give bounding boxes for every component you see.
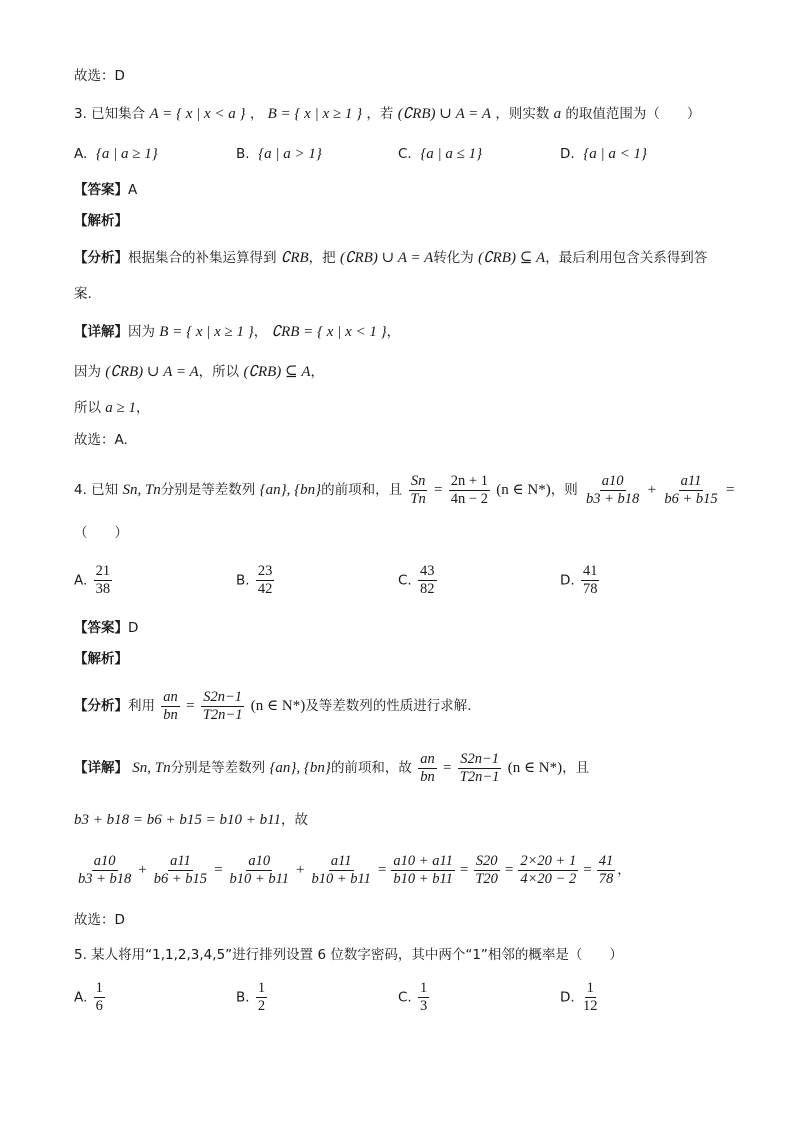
q4-option-b-den: 42 (257, 581, 273, 597)
q4-fenxi-b: 及等差数列的性质进行求解. (305, 698, 472, 714)
chain-fraction-num: a10 (248, 852, 271, 869)
q5-option-b-frac (256, 980, 267, 1015)
q3-xj1-m2: ∁RB = { x | x < 1 } (271, 324, 387, 340)
q4-option-a-den: 38 (95, 581, 111, 597)
chain-op: + (296, 862, 305, 878)
q4-answer-value: D (128, 620, 139, 636)
q3-xj2-a: 因为 (74, 364, 101, 380)
q3-text-b: ，若 (366, 106, 394, 122)
q3-text-d: 的取值范围为（ ） (565, 106, 701, 122)
chain-fraction-num: a10 (93, 852, 116, 869)
q5-option-a-label: A. (74, 989, 88, 1006)
chain-fraction (473, 853, 500, 888)
q4-option-b (236, 563, 276, 598)
q5-option-a-den: 6 (95, 998, 103, 1014)
q3-fenxi-tag: 【分析】 (74, 250, 128, 266)
q5-stem: 5. 某人将用“1,1,2,3,4,5”进行排列设置 6 位数字密码，其中两个“1”相邻的概率是（ ） (74, 947, 623, 963)
chain-fraction (76, 853, 133, 888)
q4-fenxi-frac2 (201, 689, 245, 724)
q4-fenxi (74, 686, 472, 726)
q5-option-c-den: 3 (420, 998, 428, 1014)
prev-answer: 故选：D (74, 68, 125, 84)
q4-option-c-num: 43 (420, 563, 435, 579)
q3-stem (74, 104, 700, 124)
q4-option-b-frac (256, 563, 275, 598)
chain-op: = (214, 862, 223, 878)
q3-option-c-value: {a | a ≤ 1} (420, 146, 483, 162)
q3-xiangjie-1 (74, 322, 400, 342)
q4-fenxi-cond: (n ∈ N*) (250, 698, 306, 714)
chain-op: = (504, 862, 514, 878)
q4-analysis-tag: 【解析】 (74, 651, 128, 667)
q4-option-d-den: 78 (582, 581, 598, 597)
chain-fraction-den: 78 (598, 870, 614, 887)
chain-fraction (391, 853, 454, 888)
q3-xj2-m1: (∁RB) ∪ A = A (105, 364, 199, 380)
q5-option-d-frac (581, 980, 600, 1015)
q3-fenxi-m3: (∁RB) ⊆ A (478, 250, 546, 266)
q3-xiangjie-3 (74, 398, 150, 418)
q3-set-b: B = { x | x ≥ 1 } (267, 106, 363, 122)
q3-answer-tag: 【答案】 (74, 182, 128, 198)
q4-fenxi-frac1-den: bn (163, 706, 178, 723)
q5-option-a-frac (94, 980, 105, 1015)
q3-option-b (236, 144, 322, 164)
q3-fenxi (74, 248, 707, 268)
q5-option-d-num: 1 (586, 980, 594, 996)
q3-xj2-b: ，所以 (198, 364, 240, 380)
q4-xiangjie-1 (74, 748, 589, 788)
q3-fenxi-d: ，最后利用包含关系得到答 (545, 250, 708, 266)
q3-xiangjie-2 (74, 362, 324, 382)
q3-fenxi-b: ，把 (308, 250, 336, 266)
q4-answer-tag: 【答案】 (74, 620, 128, 636)
q5-option-d-den: 12 (582, 998, 598, 1014)
q3-xj1-b: ， (253, 324, 268, 340)
chain-fraction-num: 41 (598, 852, 614, 869)
q4-xj2-m: b3 + b18 = b6 + b15 = b10 + b11 (74, 812, 281, 828)
q3-xiangjie-tag: 【详解】 (74, 324, 128, 340)
q4-option-a (74, 563, 114, 598)
q3-xj1-c: ， (386, 324, 401, 340)
q4-frac-a10 (584, 473, 641, 508)
chain-fraction-num: a11 (330, 852, 352, 869)
q5-option-b-num: 1 (257, 980, 266, 996)
q3-set-a: A = { x | x < a } (149, 106, 246, 122)
q3-xj3-b: ， (136, 400, 150, 416)
chain-fraction (228, 853, 291, 888)
q3-sep: ， (249, 106, 264, 122)
chain-op: = (583, 862, 592, 878)
q4-text-d: ，则 (550, 482, 578, 498)
q3-xj1-a: 因为 (128, 324, 155, 340)
q4-xj1-frac1 (418, 751, 437, 786)
q4-frac-a10-num: a10 (601, 472, 624, 489)
q4-xj1-m2: {an}, {bn} (269, 760, 331, 776)
q3-xj3-m: a ≥ 1 (105, 400, 137, 416)
q4-xj1-frac2-den: T2n−1 (459, 768, 500, 785)
q3-expr: (∁RB) ∪ A = A (397, 106, 492, 122)
q5-option-c-num: 1 (420, 980, 428, 996)
q4-answer (74, 618, 138, 638)
q3-final: 故选：A. (74, 432, 128, 448)
q4-option-a-frac (94, 563, 113, 598)
chain-op: = (377, 862, 387, 878)
chain-fraction-num: a10 + a11 (393, 852, 453, 869)
q4-option-d (560, 563, 601, 598)
q3-option-c (398, 144, 482, 164)
q4-final: 故选：D (74, 912, 125, 928)
q3-answer (74, 180, 137, 200)
q3-xj1-m1: B = { x | x ≥ 1 } (159, 324, 254, 340)
q4-xj2-a: ，故 (281, 812, 308, 828)
q3-text-c: ，则实数 (495, 106, 550, 122)
q4-frac-a11-den: b6 + b15 (664, 490, 718, 507)
q3-option-a-label: A. (74, 146, 88, 162)
q4-option-d-num: 41 (582, 563, 598, 579)
q4-xj1-c: ，且 (562, 760, 590, 776)
q4-plus: + (647, 482, 657, 498)
chain-fraction-den: T20 (475, 870, 498, 887)
q4-option-b-label: B. (236, 572, 250, 589)
q4-stem (74, 470, 734, 510)
q4-text-b: 分别是等差数列 (160, 482, 256, 498)
q3-option-a (74, 144, 158, 164)
q3-answer-value: A (128, 182, 138, 198)
q4-fenxi-frac1-num: an (163, 688, 178, 705)
q4-xiangjie-tag: 【详解】 (74, 760, 128, 776)
q4-option-a-label: A. (74, 572, 88, 589)
q3-fenxi-c: 转化为 (433, 250, 474, 266)
chain-fraction-den: b3 + b18 (78, 870, 132, 887)
q4-paren: （ ） (74, 525, 128, 541)
q4-option-c-frac (418, 563, 437, 598)
q4-fenxi-frac2-den: T2n−1 (202, 706, 243, 723)
q4-eq1: = (434, 482, 443, 498)
chain-fraction (518, 853, 578, 888)
chain-fraction-num: 2×20 + 1 (520, 852, 577, 869)
q3-analysis-tag: 【解析】 (74, 213, 128, 229)
chain-fraction-den: b6 + b15 (153, 870, 208, 887)
q5-option-b-den: 2 (257, 998, 266, 1014)
q3-option-a-value: {a | a ≥ 1} (95, 146, 158, 162)
q4-frac-a11-num: a11 (680, 472, 702, 489)
q4-option-d-label: D. (560, 572, 575, 589)
chain-fraction-num: S20 (475, 852, 498, 869)
q5-option-c (398, 980, 431, 1015)
q4-option-c (398, 563, 439, 598)
q4-text-a: 4. 已知 (74, 482, 119, 498)
q5-option-b (236, 980, 269, 1015)
q3-option-d (560, 144, 647, 164)
q4-fenxi-frac1 (161, 689, 180, 724)
q4-xj1-frac2 (458, 751, 502, 786)
q4-fenxi-tag: 【分析】 (74, 698, 128, 714)
q4-xj1-m1: Sn, Tn (132, 760, 171, 776)
q4-xj1-frac2-num: S2n−1 (460, 750, 499, 767)
q4-xiangjie-2 (74, 810, 308, 830)
q5-option-c-label: C. (398, 989, 412, 1006)
q3-xj2-c: ， (310, 364, 325, 380)
q4-frac-ratio-den: 4n − 2 (450, 490, 488, 507)
q4-option-c-den: 82 (420, 581, 435, 597)
q4-option-b-num: 23 (257, 563, 273, 579)
q4-option-a-num: 21 (95, 563, 111, 579)
q3-xj2-m2: (∁RB) ⊆ A (243, 364, 311, 380)
q3-option-d-label: D. (560, 146, 575, 162)
q5-option-c-frac (418, 980, 429, 1015)
q3-text-a: 3. 已知集合 (74, 106, 146, 122)
chain-fraction (597, 853, 616, 888)
q3-fenxi-m2: (∁RB) ∪ A = A (339, 250, 434, 266)
q3-option-c-label: C. (398, 146, 412, 162)
q5-option-a-num: 1 (95, 980, 103, 996)
chain-fraction-den: b10 + b11 (393, 870, 453, 887)
q5-option-d-label: D. (560, 989, 575, 1006)
q4-xj1-frac1-num: an (420, 750, 435, 767)
q3-fenxi-m1: ∁RB (280, 250, 309, 266)
q4-chain-end: ， (617, 862, 631, 878)
q4-xj1-b: 的前项和，故 (330, 760, 412, 776)
q4-text-c: 的前项和，且 (321, 482, 403, 498)
q4-fenxi-a: 利用 (128, 698, 155, 714)
q4-frac-ratio-num: 2n + 1 (450, 472, 488, 489)
q4-chain (74, 850, 631, 890)
q4-cond: (n ∈ N*) (496, 482, 551, 498)
q4-xj1-cond: (n ∈ N*) (507, 760, 563, 776)
q4-frac-a11 (662, 473, 719, 508)
q4-frac-st (408, 473, 427, 508)
q4-xj1-eq: = (443, 760, 452, 776)
chain-fraction-den: b10 + b11 (229, 870, 289, 887)
q3-fenxi-a: 根据集合的补集运算得到 (128, 250, 277, 266)
q4-fenxi-eq: = (186, 698, 195, 714)
q4-xj1-frac1-den: bn (420, 768, 435, 785)
q4-option-d-frac (581, 563, 600, 598)
q4-xj1-a: 分别是等差数列 (170, 760, 266, 776)
chain-op: + (138, 862, 147, 878)
q4-fenxi-frac2-num: S2n−1 (203, 688, 243, 705)
q3-option-d-value: {a | a < 1} (583, 146, 648, 162)
q3-xj3-a: 所以 (74, 400, 101, 416)
q5-option-a (74, 980, 107, 1015)
q3-option-b-value: {a | a > 1} (258, 146, 322, 162)
chain-fraction-den: 4×20 − 2 (520, 870, 577, 887)
chain-fraction-num: a11 (170, 852, 191, 869)
q3-fenxi-cont: 案. (74, 286, 92, 302)
q4-frac-st-den: Tn (410, 490, 426, 507)
q4-m1: Sn, Tn (122, 482, 161, 498)
q4-option-c-label: C. (398, 572, 412, 589)
q3-var: a (553, 106, 562, 122)
q5-option-d (560, 980, 601, 1015)
chain-fraction-den: b10 + b11 (311, 870, 371, 887)
q4-frac-st-num: Sn (410, 472, 426, 489)
q4-frac-a10-den: b3 + b18 (586, 490, 640, 507)
chain-fraction (152, 853, 209, 888)
q4-m2: {an}, {bn} (259, 482, 322, 498)
chain-op: = (459, 862, 469, 878)
q4-eq-end: = (725, 482, 735, 498)
q5-option-b-label: B. (236, 989, 250, 1006)
q4-frac-ratio (449, 473, 490, 508)
q3-option-b-label: B. (236, 146, 250, 162)
chain-fraction (309, 853, 372, 888)
